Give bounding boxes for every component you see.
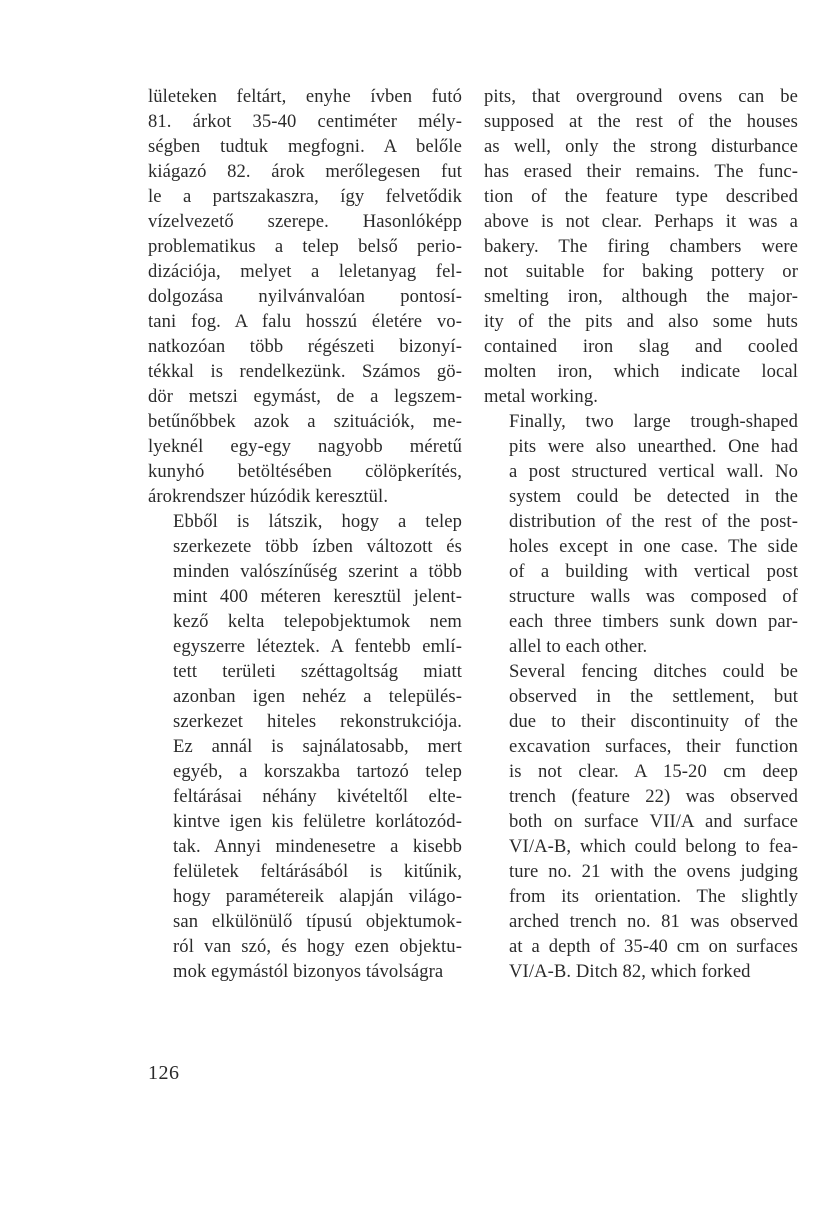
text-line: at a depth of 35-40 cm on surfaces <box>509 936 798 957</box>
text-line: dolgozása nyilvánvalóan pontosí- <box>148 286 462 307</box>
text-line: natkozóan több régészeti bizonyí- <box>148 336 462 357</box>
text-line: distribution of the rest of the post- <box>509 511 798 532</box>
text-line: ity of the pits and also some huts <box>484 311 798 332</box>
text-line: dizációja, melyet a leletanyag fel- <box>148 261 462 282</box>
text-line: VI/A-B. Ditch 82, which forked <box>509 961 751 982</box>
text-line: each three timbers sunk down par- <box>509 611 798 632</box>
text-line: allel to each other. <box>509 636 648 657</box>
text-line: szerkezet hiteles rekonstrukciója. <box>173 711 462 732</box>
text-line: Ez annál is sajnálatosabb, mert <box>173 736 462 757</box>
paragraph <box>484 409 798 659</box>
text-line: mok egymástól bizonyos távolságra <box>173 961 444 982</box>
text-line: problematikus a telep belső perio- <box>148 236 462 257</box>
text-line: system could be detected in the <box>509 486 798 507</box>
text-line: ról van szó, és hogy ezen objektu- <box>173 936 462 957</box>
text-line: Ebből is látszik, hogy a telep <box>173 511 462 532</box>
text-line: mint 400 méteren keresztül jelent- <box>173 586 462 607</box>
text-line: lyeknél egy-egy nagyobb méretű <box>148 436 462 457</box>
text-line: szerkezete több ízben változott és <box>173 536 462 557</box>
page-number: 126 <box>148 1062 180 1084</box>
text-line: metal working. <box>484 386 598 407</box>
text-line: ségben tudtuk megfogni. A belőle <box>148 136 462 157</box>
text-line: smelting iron, although the major- <box>484 286 798 307</box>
text-line: of a building with vertical post <box>509 561 798 582</box>
text-line: egyszerre léteztek. A fentebb emlí- <box>173 636 462 657</box>
text-line: contained iron slag and cooled <box>484 336 798 357</box>
text-line: felületek feltárásából is kitűnik, <box>173 861 462 882</box>
text-line: tani fog. A falu hosszú életére vo- <box>148 311 462 332</box>
text-line: both on surface VII/A and surface <box>509 811 798 832</box>
text-line: trench (feature 22) was observed <box>509 786 798 807</box>
left-column-hungarian-text <box>148 84 462 984</box>
text-line: Several fencing ditches could be <box>509 661 798 682</box>
text-line: bakery. The firing chambers were <box>484 236 798 257</box>
text-line: above is not clear. Perhaps it was a <box>484 211 798 232</box>
text-line: VI/A-B, which could belong to fea- <box>509 836 798 857</box>
right-column-english-text <box>484 84 798 984</box>
text-line: kintve igen kis felületre korlátozód- <box>173 811 462 832</box>
text-line: hogy paramétereik alapján világo- <box>173 886 462 907</box>
text-line: kező kelta telepobjektumok nem <box>173 611 462 632</box>
text-line: molten iron, which indicate local <box>484 361 798 382</box>
text-line: has erased their remains. The func- <box>484 161 798 182</box>
text-line: from its orientation. The slightly <box>509 886 798 907</box>
text-line: is not clear. A 15-20 cm deep <box>509 761 798 782</box>
text-line: tékkal is rendelkezünk. Számos gö- <box>148 361 462 382</box>
text-line: le a partszakaszra, így felvetődik <box>148 186 462 207</box>
text-line: due to their discontinuity of the <box>509 711 798 732</box>
text-line: lületeken feltárt, enyhe ívben futó <box>148 86 462 107</box>
text-line: as well, only the strong disturbance <box>484 136 798 157</box>
text-line: kiágazó 82. árok merőlegesen fut <box>148 161 462 182</box>
text-line: tak. Annyi mindenesetre a kisebb <box>173 836 462 857</box>
text-line: minden valószínűség szerint a több <box>173 561 462 582</box>
text-line: arched trench no. 81 was observed <box>509 911 798 932</box>
text-line: tett területi széttagoltság miatt <box>173 661 462 682</box>
text-line: egyéb, a korszakba tartozó telep <box>173 761 462 782</box>
paragraph <box>484 84 798 409</box>
paragraph <box>148 84 462 509</box>
text-line: feltárásai néhány kivételtől elte- <box>173 786 462 807</box>
text-line: not suitable for baking pottery or <box>484 261 798 282</box>
text-line: dör metszi egymást, de a legszem- <box>148 386 462 407</box>
text-line: structure walls was composed of <box>509 586 798 607</box>
text-line: betűnőbbek azok a szituációk, me- <box>148 411 462 432</box>
text-line: azonban igen nehéz a település- <box>173 686 462 707</box>
paragraph <box>484 659 798 984</box>
text-line: supposed at the rest of the houses <box>484 111 798 132</box>
text-line: observed in the settlement, but <box>509 686 798 707</box>
text-line: pits, that overground ovens can be <box>484 86 798 107</box>
text-line: excavation surfaces, their function <box>509 736 798 757</box>
paragraph <box>148 509 462 984</box>
text-line: san elkülönülő típusú objektumok- <box>173 911 462 932</box>
text-line: kunyhó betöltésében cölöpkerítés, <box>148 461 462 482</box>
text-line: vízelvezető szerepe. Hasonlóképp <box>148 211 462 232</box>
text-line: tion of the feature type described <box>484 186 798 207</box>
text-line: holes except in one case. The side <box>509 536 798 557</box>
text-line: pits were also unearthed. One had <box>509 436 798 457</box>
text-line: Finally, two large trough-shaped <box>509 411 798 432</box>
text-line: ture no. 21 with the ovens judging <box>509 861 798 882</box>
text-line: 81. árkot 35-40 centiméter mély- <box>148 111 462 132</box>
text-line: a post structured vertical wall. No <box>509 461 798 482</box>
text-line: árokrendszer húzódik keresztül. <box>148 486 389 507</box>
